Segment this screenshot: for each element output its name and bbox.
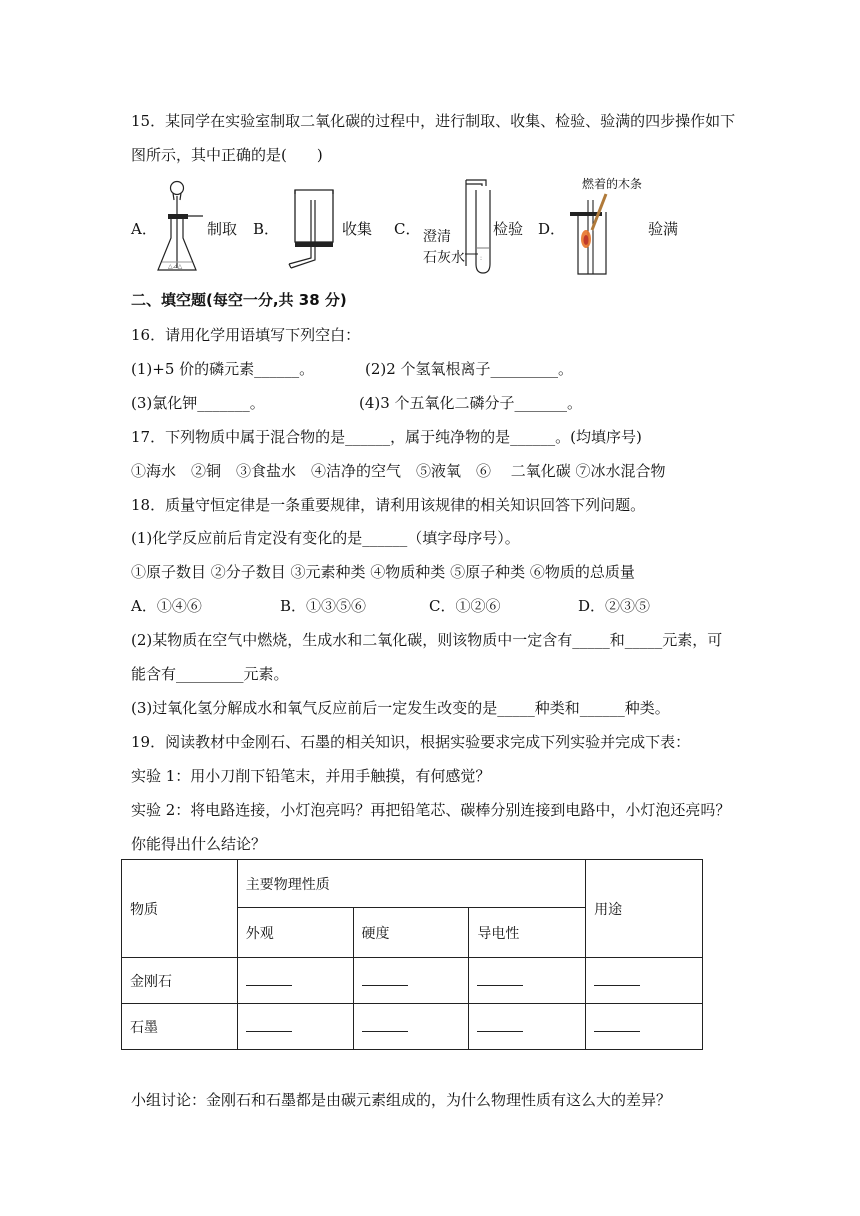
collection-bottle-apparatus-icon	[283, 184, 343, 270]
q15-option-a-caption: 制取	[207, 220, 238, 238]
q17-stem: 17．下列物质中属于混合物的是______，属于纯净物的是______。(均填序号)	[131, 428, 642, 446]
physical-properties-table	[121, 859, 703, 1050]
q15-option-d-caption: 验满	[648, 220, 679, 238]
q15-option-d-letter: D．	[538, 220, 566, 238]
q18-items: ①原子数目 ②分子数目 ③元素种类 ④物质种类 ⑤原子种类 ⑥物质的总质量	[131, 563, 635, 581]
q18-stem: 18．质量守恒定律是一条重要规律，请利用该规律的相关知识回答下列问题。	[131, 496, 646, 514]
section-two-heading: 二、填空题(每空一分,共 38 分)	[131, 291, 347, 309]
q18-part3: (3)过氧化氢分解成水和氧气反应前后一定发生改变的是_____种类和______种类。	[131, 699, 670, 717]
q18-choice-c: C．①②⑥	[429, 597, 501, 615]
q19-experiment1: 实验 1：用小刀削下铅笔末，并用手触摸，有何感觉？	[131, 767, 491, 785]
graphite-appearance-blank[interactable]	[237, 1004, 353, 1050]
q18-part2-line1: (2)某物质在空气中燃烧，生成水和二氧化碳，则该物质中一定含有_____和_____元素，可	[131, 631, 723, 649]
diamond-conductivity-blank[interactable]	[469, 958, 586, 1004]
row-label-graphite: 石墨	[122, 1004, 238, 1050]
flask-funnel-apparatus-icon	[155, 176, 205, 278]
header-use: 用途	[586, 860, 703, 958]
q18-part1: (1)化学反应前后肯定没有变化的是______（填字母序号）。	[131, 529, 520, 547]
limewater-label-line2: 石灰水	[423, 250, 465, 266]
q15-option-c-letter: C．	[394, 220, 421, 238]
q15-option-b-letter: B．	[253, 220, 280, 238]
burning-splint-label: 燃着的木条	[582, 177, 643, 191]
q16-part4: (4)3 个五氧化二磷分子_______。	[359, 394, 583, 412]
q18-part2-line2: 能含有_________元素。	[131, 665, 289, 683]
q19-stem: 19．阅读教材中金刚石、石墨的相关知识，根据实验要求完成下列实验并完成下表：	[131, 733, 691, 751]
q16-stem: 16．请用化学用语填写下列空白：	[131, 326, 361, 344]
q15-stem-line1: 15．某同学在实验室制取二氧化碳的过程中，进行制取、收集、检验、验满的四步操作如下	[131, 112, 736, 130]
header-substance: 物质	[122, 860, 238, 958]
q19-experiment-conclusion: 你能得出什么结论？	[131, 835, 267, 853]
diamond-appearance-blank[interactable]	[237, 958, 353, 1004]
q19-experiment2: 实验 2：将电路连接，小灯泡亮吗？再把铅笔芯、碳棒分别连接到电路中，小灯泡还亮吗？	[131, 801, 731, 819]
q16-part3: (3)氯化钾_______。	[131, 394, 265, 412]
graphite-use-blank[interactable]	[586, 1004, 703, 1050]
q17-items: ①海水 ②铜 ③食盐水 ④洁净的空气 ⑤液氧 ⑥ 二氧化碳 ⑦冰水混合物	[131, 462, 666, 480]
row-label-diamond: 金刚石	[122, 958, 238, 1004]
graphite-hardness-blank[interactable]	[353, 1004, 469, 1050]
header-physical-properties: 主要物理性质	[237, 860, 585, 908]
diamond-use-blank[interactable]	[586, 958, 703, 1004]
header-appearance: 外观	[237, 908, 353, 958]
q15-option-a-letter: A．	[131, 220, 157, 238]
header-conductivity: 导电性	[469, 908, 586, 958]
svg-text::: :	[480, 255, 483, 262]
svg-text:△⊿△: △⊿△	[168, 263, 183, 270]
table-row	[122, 1004, 703, 1050]
q18-choice-b: B．①③⑤⑥	[280, 597, 367, 615]
q15-option-b-caption: 收集	[342, 220, 373, 238]
test-tube-limewater-icon	[420, 176, 500, 280]
graphite-conductivity-blank[interactable]	[469, 1004, 586, 1050]
q16-part2: (2)2 个氢氧根离子_________。	[365, 360, 574, 378]
q18-choice-d: D．②③⑤	[578, 597, 651, 615]
header-hardness: 硬度	[353, 908, 469, 958]
diamond-hardness-blank[interactable]	[353, 958, 469, 1004]
table-row	[122, 958, 703, 1004]
q18-choice-a: A．①④⑥	[131, 597, 202, 615]
q16-part1: (1)+5 价的磷元素______。	[131, 360, 315, 378]
burning-splint-bottle-icon	[568, 176, 643, 280]
q15-option-c-caption: 检验	[493, 220, 524, 238]
q15-stem-line2: 图所示，其中正确的是( )	[131, 146, 323, 164]
q19-group-discussion: 小组讨论：金刚石和石墨都是由碳元素组成的，为什么物理性质有这么大的差异？	[131, 1091, 672, 1109]
limewater-label-line1: 澄清	[423, 229, 451, 245]
